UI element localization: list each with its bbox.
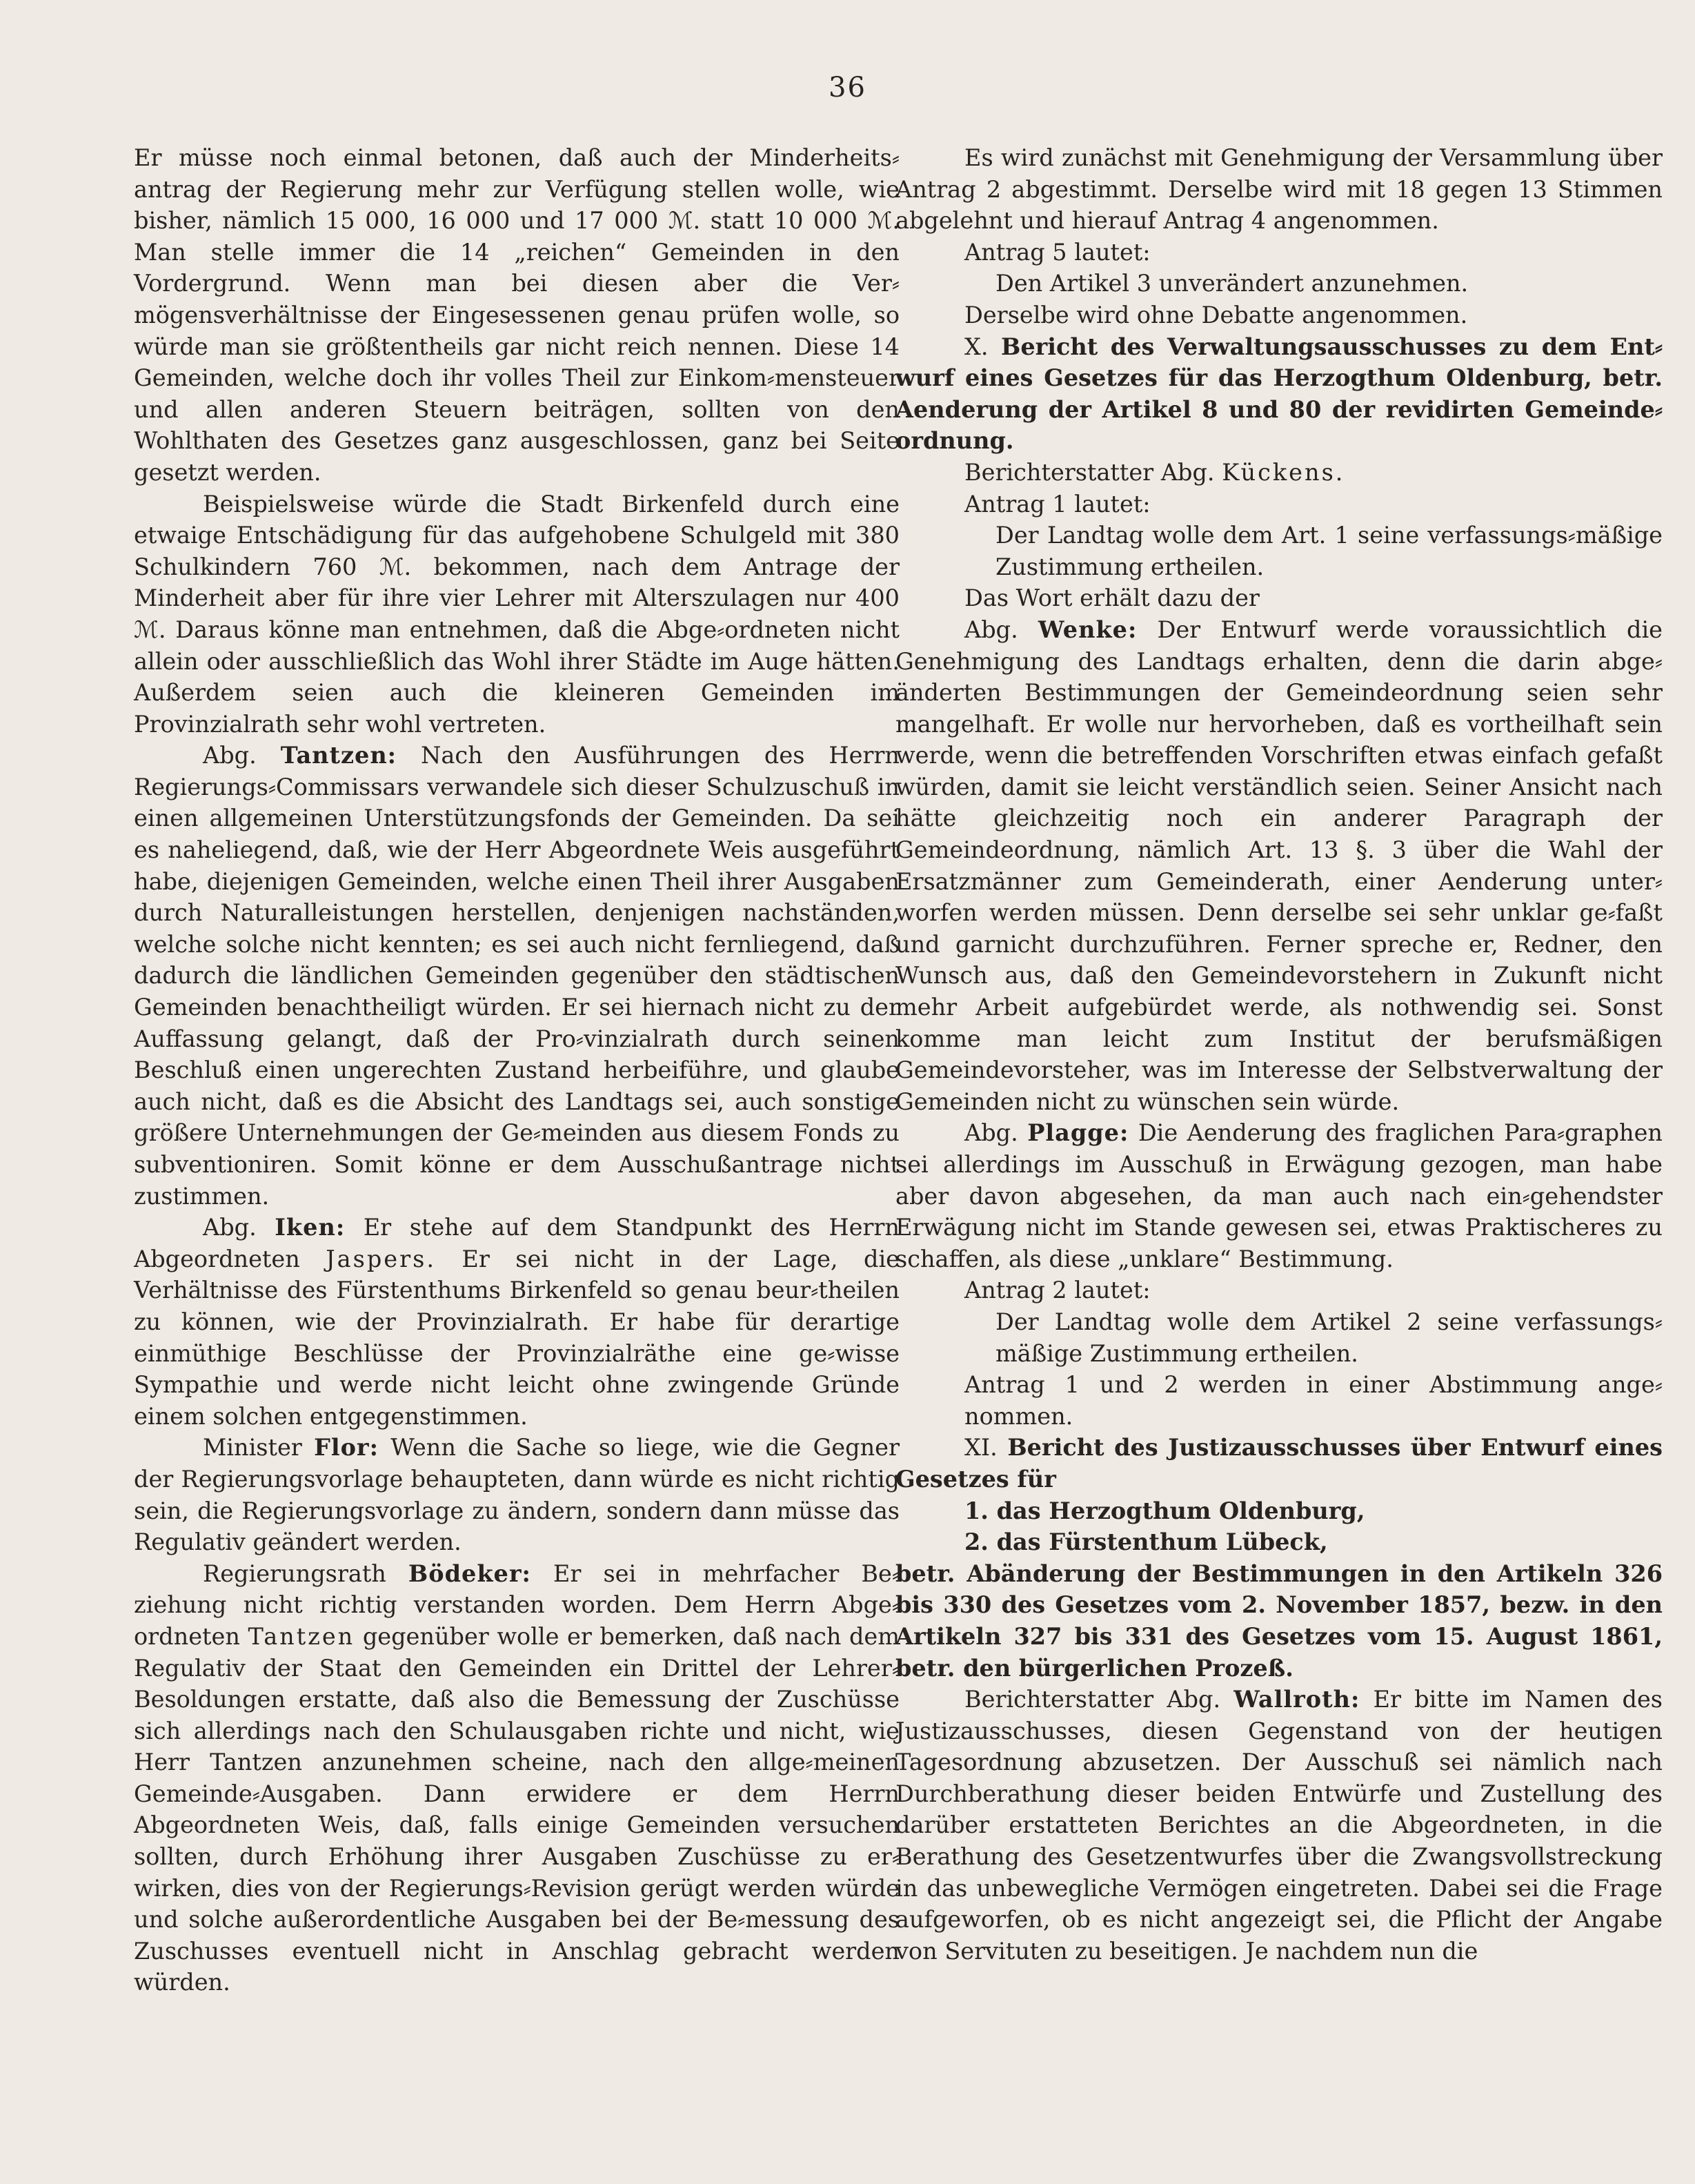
speech-text: Der Entwurf werde voraussichtlich die Genehmigung des Landtags erhalten, denn die darin abge⸗änderten Bestimmungen der Gemeindeordnung seien sehr mangelhaft. Er wolle nur hervorheben, daß es vortheilhaft sein werde, wenn die betreffenden Vorschriften etwas einfach gefaßt würden, damit sie leicht verständlich seien. Seiner Ansicht nach hätte gleichzeitig noch ein anderer Paragraph der Gemeindeordnung, nämlich Art. 13 §. 3 über die Wahl der Ersatzmänner zum Gemeinderath, einer Aenderung unter⸗worfen werden müssen. Denn derselbe sei sehr unklar ge⸗faßt und garnicht durchzuführen. Ferner spreche er, Redner, den Wunsch aus, daß den Gemeindevorstehern in Zukunft nicht mehr Arbeit aufgebürdet werde, als nothwendig sei. Sonst komme man leicht zum Institut der berufsmäßigen Gemeindevorsteher, was im Interesse der Selbstverwaltung der Gemeinden nicht zu wünschen sein würde. [895, 616, 1663, 1115]
speaker-name: Bödeker: [408, 1560, 531, 1587]
list-item: 1. das Herzogthum Oldenburg, [964, 1497, 1365, 1524]
section-heading [895, 331, 1663, 457]
speaker-name: Iken: [275, 1214, 346, 1241]
speaker-name: Flor: [314, 1434, 379, 1462]
page-number: 36 [829, 72, 866, 104]
motion-text: Den Artikel 3 unverändert anzunehmen. [995, 270, 1469, 297]
motion-text: Der Landtag wolle dem Artikel 2 seine verfassungs⸗mäßige Zustimmung ertheilen. [995, 1308, 1663, 1367]
speaker-prefix: Abg. [964, 616, 1018, 643]
paragraph: Das Wort erhält dazu der [964, 584, 1260, 612]
paragraph: Er müsse noch einmal betonen, daß auch der Minderheits⸗antrag der Regierung mehr zur Verfügung stellen wolle, wie bisher, nämlich 15 000, 16 000 und 17 000 ℳ. statt 10 000 ℳ. Man stelle immer die 14 „reichen“ Gemeinden in den Vordergrund. Wenn man bei diesen aber die Ver⸗mögensverhältnisse der Eingesessenen genau prüfen wolle, so würde man sie größtentheils gar nicht reich nennen. Diese 14 Gemeinden, welche doch ihr volles Theil zur Einkom⸗mensteuer und allen anderen Steuern beiträgen, sollten von den Wohlthaten des Gesetzes ganz ausgeschlossen, ganz bei Seite gesetzt werden. [134, 144, 900, 486]
speech-text: Er sei nicht in der Lage, die Verhältnisse des Fürstenthums Birkenfeld so genau beur⸗theilen zu können, wie der Provinzialrath. Er habe für derartige einmüthige Beschlüsse der Provinzialräthe eine ge⸗wisse Sympathie und werde nicht leicht ohne zwingende Gründe einem solchen entgegenstimmen. [134, 1245, 900, 1430]
speech-text: Er stehe auf dem Standpunkt des Herrn Abgeordneten [134, 1214, 900, 1272]
speaker-name: Tantzen: [280, 742, 397, 769]
right-column [895, 142, 1663, 1967]
speech-paragraph [134, 1432, 900, 1557]
motion-text: Der Landtag wolle dem Art. 1 seine verfassungs⸗mäßige Zustimmung ertheilen. [995, 522, 1663, 580]
spaced-name: Jaspers. [326, 1245, 436, 1272]
speaker-prefix: Abg. [203, 1214, 257, 1241]
left-column [134, 142, 900, 1998]
list-item: 2. das Fürstenthum Lübeck, [964, 1528, 1328, 1556]
speaker-name: Wallroth: [1233, 1686, 1360, 1713]
section-title: Bericht des Verwaltungsausschusses zu dem Ent⸗wurf eines Gesetzes für das Herzogthum Oldenburg, betr. Aenderung der Artikel 8 und 80 der revidirten Gemeinde⸗ordnung. [895, 333, 1663, 455]
section-numeral: X. [964, 333, 989, 360]
paragraph: Es wird zunächst mit Genehmigung der Versammlung über Antrag 2 abgestimmt. Derselbe wird mit 18 gegen 13 Stimmen abgelehnt und hierauf Antrag 4 angenommen. [895, 144, 1663, 235]
section-heading [895, 1432, 1663, 1495]
speaker-prefix: Abg. [203, 742, 257, 769]
speaker-prefix: Berichterstatter Abg. [964, 458, 1215, 486]
speaker-name: Plagge: [1027, 1119, 1129, 1147]
spaced-name: Tantzen [248, 1622, 355, 1650]
section-title-continued: betr. Abänderung der Bestimmungen in den Artikeln 326 bis 330 des Gesetzes vom 2. November 1857, bezw. in den Artikeln 327 bis 331 des Gesetzes vom 15. August 1861, betr. den bürgerlichen Prozeß. [895, 1560, 1663, 1682]
speech-text: Wenn die Sache so liege, wie die Gegner der Regierungsvorlage behaupteten, dann würde es nicht richtig sein, die Regierungsvorlage zu ändern, sondern dann müsse das Regulativ geändert werden. [134, 1434, 900, 1556]
speech-paragraph [134, 1212, 900, 1432]
speech-paragraph [895, 614, 1663, 1118]
speech-text: Die Aenderung des fraglichen Para⸗graphen sei allerdings im Ausschuß in Erwägung gezogen, man habe aber davon abgesehen, da man auch nach ein⸗gehendster Erwägung nicht im Stande gewesen sei, etwas Praktischeres zu schaffen, als diese „unklare“ Bestimmung. [895, 1119, 1663, 1272]
paragraph: Beispielsweise würde die Stadt Birkenfeld durch eine etwaige Entschädigung für das aufgehobene Schulgeld mit 380 Schulkindern 760 ℳ. bekommen, nach dem Antrage der Minderheit aber für ihre vier Lehrer mit Alterszulagen nur 400 ℳ. Daraus könne man entnehmen, daß die Abge⸗ordneten nicht allein oder ausschließlich das Wohl ihrer Städte im Auge hätten. Außerdem seien auch die kleineren Gemeinden im Provinzialrath sehr wohl vertreten. [134, 490, 900, 738]
speech-paragraph [895, 1117, 1663, 1275]
paragraph: Derselbe wird ohne Debatte angenommen. [964, 301, 1468, 328]
speaker-prefix: Abg. [964, 1119, 1018, 1147]
paragraph: Antrag 1 und 2 werden in einer Abstimmung ange⸗nommen. [964, 1371, 1663, 1430]
rapporteur-line [895, 457, 1663, 489]
motion-intro: Antrag 1 lautet: [964, 490, 1151, 518]
speech-paragraph [134, 1558, 900, 1998]
speech-text: Er sei in mehrfacher Be⸗ziehung nicht richtig verstanden worden. Dem Herrn Abge⸗ordneten [134, 1560, 900, 1650]
section-numeral: XI. [964, 1434, 998, 1462]
section-title: Bericht des Justizausschusses über Entwurf eines Gesetzes für [895, 1434, 1663, 1493]
speech-text: Nach den Ausführungen des Herrn Regierungs⸗Commissars verwandele sich dieser Schulzuschuß in einen allgemeinen Unterstützungsfonds der Gemeinden. Da sei es naheliegend, daß, wie der Herr Abgeordnete Weis ausgeführt habe, diejenigen Gemeinden, welche einen Theil ihrer Ausgaben durch Naturalleistungen herstellen, denjenigen nachständen, welche solche nicht kennten; es sei auch nicht fernliegend, daß dadurch die ländlichen Gemeinden gegenüber den städtischen Gemeinden benachtheiligt würden. Er sei hiernach nicht zu der Auffassung gelangt, daß der Pro⸗vinzialrath durch seinen Beschluß einen ungerechten Zustand herbeiführe, und glaube auch nicht, daß es die Absicht des Landtags sei, auch sonstige größere Unternehmungen der Ge⸗meinden aus diesem Fonds zu subventioniren. Somit könne er dem Ausschußantrage nicht zustimmen. [134, 742, 900, 1210]
speaker-prefix: Berichterstatter Abg. [964, 1686, 1221, 1713]
speech-paragraph [134, 740, 900, 1212]
spaced-name: Kückens. [1222, 458, 1345, 486]
speaker-prefix: Regierungsrath [203, 1560, 386, 1587]
speech-text: Er bitte im Namen des Justizausschusses, diesen Gegenstand von der heutigen Tagesordnung abzusetzen. Der Ausschuß sei nämlich nach Durchberathung dieser beiden Entwürfe und Zustellung des darüber erstatteten Berichtes an die Abgeordneten, in die Berathung des Gesetzentwurfes über die Zwangsvollstreckung in das unbewegliche Vermögen eingetreten. Dabei sei die Frage aufgeworfen, ob es nicht angezeigt sei, die Pflicht der Angabe von Servituten zu beseitigen. Je nachdem nun die [895, 1686, 1663, 1965]
speech-text: gegenüber wolle er bemerken, daß nach dem Regulativ der Staat den Gemeinden ein Drittel der Lehrer⸗Besoldungen erstatte, daß also die Bemessung der Zuschüsse sich allerdings nach den Schulausgaben richte und nicht, wie Herr Tantzen anzunehmen scheine, nach den allge⸗meinen Gemeinde⸗Ausgaben. Dann erwidere er dem Herrn Abgeordneten Weis, daß, falls einige Gemeinden versuchen sollten, durch Erhöhung ihrer Ausgaben Zuschüsse zu er⸗wirken, dies von der Regierungs⸗Revision gerügt werden würde und solche außerordentliche Ausgaben bei der Be⸗messung des Zuschusses eventuell nicht in Anschlag gebracht werden würden. [134, 1622, 900, 1996]
speaker-prefix: Minister [203, 1434, 302, 1462]
motion-intro: Antrag 2 lautet: [964, 1277, 1151, 1304]
speech-paragraph [895, 1684, 1663, 1967]
motion-intro: Antrag 5 lautet: [964, 238, 1151, 266]
speaker-name: Wenke: [1038, 616, 1138, 643]
